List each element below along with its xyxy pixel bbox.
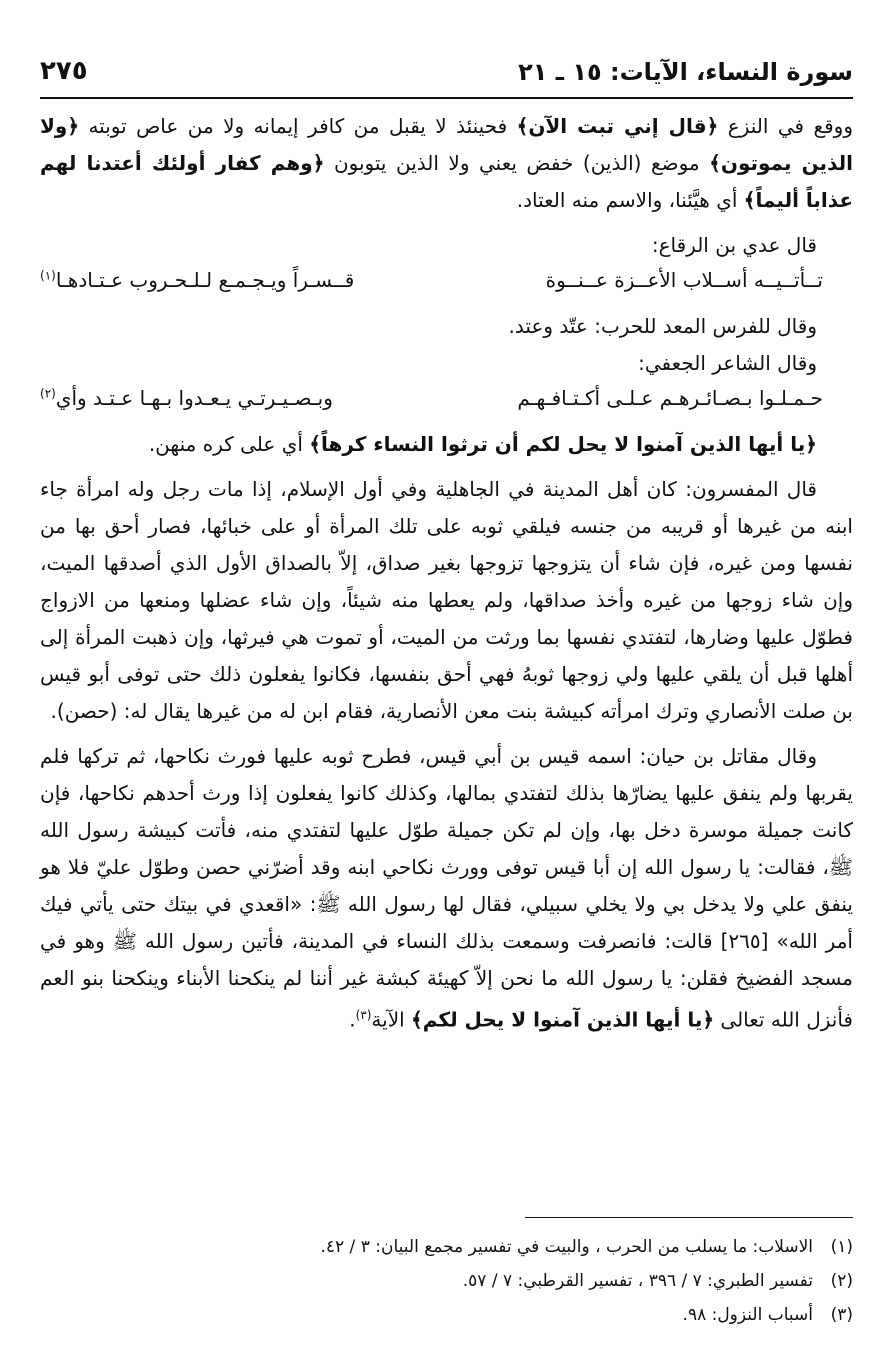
text-span: . [349,1007,356,1032]
paragraph-intro [40,108,853,219]
verse-hemistich-first: تــأتــيــه أســلاب الأعــزة عــنــوة [545,268,823,292]
verse-hemistich-second [40,268,354,292]
footnote-divider [525,1217,853,1218]
page-header [40,52,853,96]
footnote-number: (١) [830,1237,853,1257]
paragraph-muqatil [40,738,853,1039]
footnote [40,1230,853,1264]
paragraph-mufassirun: قال المفسرون: كان أهل المدينة في الجاهلية وفي أول الإسلام، إذا مات رجل وله امرأة جاء ابنه من غيرها أو قريبه من جنسه فيلقي ثوبه على تلك المرأة أو على خبائها، فصار أحق بها من نفسها ومن غيره، فإن شاء أن يتزوجها تزوجها بغير صداق، إلاّ بالصداق الأول الذي أصدقها الميت، وإن شاء زوجها من غيره وأخذ صداقها، ولم يعطها منه شيئاً، وإن شاء عضلها ومنعها من الازواج فطوّل عليها وضارها، لتفتدي نفسها بما ورثت من الميت، أو تموت هي فيرثها، وإن ذهبت المرأة إلى أهلها قبل أن يلقي عليها ولي زوجها ثوبهُ فهي أحق بنفسها، فكانوا يفعلون ذلك حتى توفى أبو قيس بن صلت الأنصاري وترك امرأته كبيشة بنت معن الأنصارية، فقام ابن له من غيرها يقال له: (حصن). [40,477,853,723]
footnote-ref: (٣) [355,1008,372,1022]
text-span: وقال مقاتل بن حيان: اسمه قيس بن أبي قيس، فطرح ثوبه عليها فورث نكاحها، ثم تركها فلم يقربها ولم ينفق عليها يضارّها بذلك لتفتدي بمالها، وكذلك كانوا يفعلون إذا ورث أحدهم نكاحها، فإن كانت جميلة موسرة دخل بها، وإن لم تكن جميلة طوّل عليها لتفتدي منه، فأتت كبيشة رسول الله ﷺ، فقالت: يا رسول الله إن أبا قيس توفى وورث نكاحي ابنه وقد أضرّني حصن وطوّل عليّ فلا هو ينفق علي ولا يدخل بي ولا يخلي سبيلي، فقال لها رسول الله ﷺ: «اقعدي في بيتك حتى يأتي فيك أمر الله» [٢٦٥] قالت: فانصرفت وسمعت بذلك النساء في المدينة، فأتين رسول الله ﷺ وهو في مسجد الفضيخ فقلن: يا رسول الله ما نحن إلاّ كهيئة كبشة غير أننا لم ينكحنا الأبناء وينكحنا بنو العم فأنزل الله تعالى [40,744,853,1032]
footnote-number: (٢) [830,1271,853,1291]
footnote [40,1298,853,1332]
footnote-number: (٣) [830,1305,853,1325]
surah-heading: سورة النساء، الآيات: ١٥ ـ ٢١ [518,58,853,86]
text-span: قــسـراً ويـجـمـع لـلـحـروب عـتـادهـا [55,268,355,292]
footnote-text: الاسلاب: ما يسلب من الحرب ، والبيت في تفسير مجمع البيان: ٣ / ٤٢. [320,1237,813,1257]
text-span: أي هيَّئنا، والاسم منه العتاد. [516,188,744,212]
main-text [40,108,853,1039]
quran-quote: ﴿ولا الذين يموتون﴾ [40,114,853,175]
footnote-ref: (٢) [40,386,56,401]
footnote-text: أسباب النزول: ٩٨. [682,1305,813,1325]
header-divider [40,97,853,99]
poet-intro-juafi: وقال الشاعر الجعفي: [638,351,817,375]
quran-quote: ﴿وهم كفار أولئك أعتدنا لهم عذاباً أليماً﴾ [40,151,853,212]
text-span: موضع (الذين) خفض يعني ولا الذين يتوبون [324,151,710,175]
text-span: فحينئذ لا يقبل من كافر إيمانه ولا من عاص توبته [79,114,517,138]
text-span: ووقع في النزع [718,114,853,138]
quran-quote: ﴿يا أيها الذين آمنوا لا يحل لكم﴾ [411,1007,715,1032]
paragraph-ayah [40,426,853,463]
text-span: الآية [371,1007,412,1032]
quran-quote: ﴿يا أيها الذين آمنوا لا يحل لكم أن ترثوا النساء كرهاً﴾ [309,432,817,456]
poet-intro-adi: قال عدي بن الرقاع: [651,233,817,257]
footnote-text: تفسير الطبري: ٧ / ٣٩٦ ، تفسير القرطبي: ٧ / ٥٧. [462,1271,813,1291]
text-span: أي على كره منهن. [148,432,310,456]
footnotes [40,1230,853,1332]
verse-juafi [40,382,853,426]
page-number: ٢٧٥ [40,56,88,86]
footnote [40,1264,853,1298]
verse-adi [40,264,853,308]
verse-hemistich-first: حـمـلـوا بـصـائـرهـم عـلـى أكـتـافـهـم [517,386,823,410]
footnote-ref: (١) [40,268,56,283]
verse-hemistich-second [40,386,333,410]
paragraph-faras: وقال للفرس المعد للحرب: عتّد وعتد. [508,314,817,338]
text-span: وبـصـيـرتـي يـعـدوا بـهـا عـتـد وأي [55,386,333,410]
quran-quote: ﴿قال إني تبت الآن﴾ [516,114,719,138]
